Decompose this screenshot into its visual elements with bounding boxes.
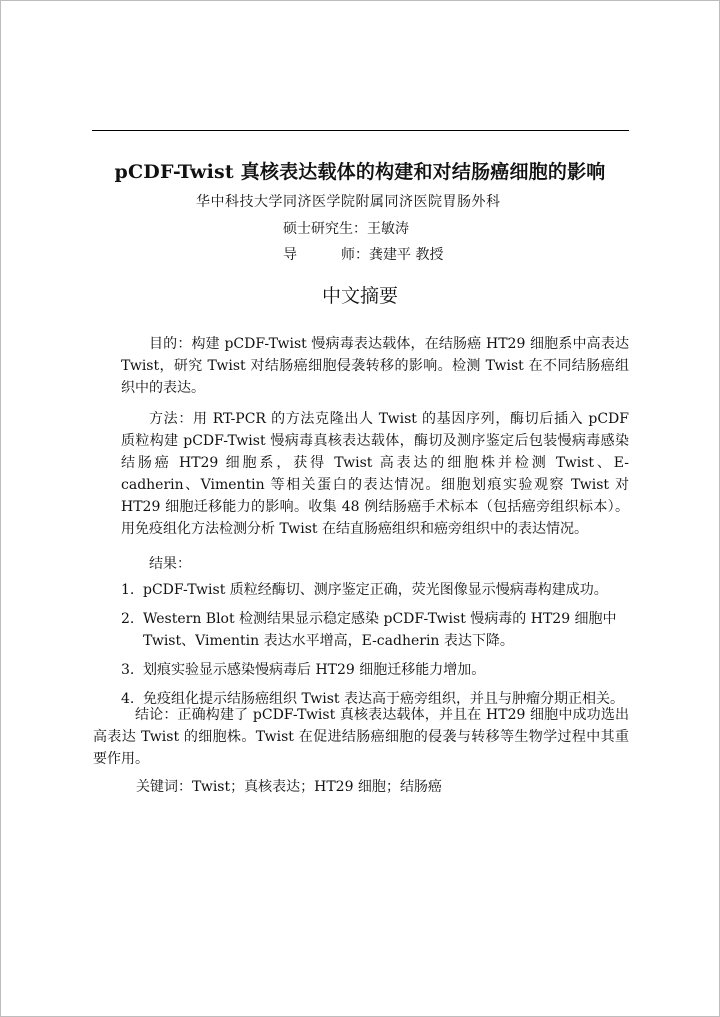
keyword-separator: ； — [300, 779, 315, 795]
paper-title: pCDF-Twist 真核表达载体的构建和对结肠癌细胞的影响 — [114, 161, 606, 183]
result-text: pCDF-Twist 质粒经酶切、测序鉴定正确，荧光图像显示慢病毒构建成功。 — [143, 582, 608, 598]
advisor-rank: 教授 — [415, 247, 444, 263]
methods-paragraph: 方法：用 RT-PCR 的方法克隆出人 Twist 的基因序列，酶切后插入 pCDF 质粒构建 pCDF-Twist 慢病毒真核表达载体，酶切及测序鉴定后包装慢病毒感染结肠癌 HT29 细胞系，获得 Twist 高表达的细胞株并检测 Twist、E-cadherin、Vimentin 等相关蛋白的表达情况。细胞划痕实验观察 Twist 对 HT29 细胞迁移能力的影响。收集 48 例结肠癌手术标本（包括癌旁组织标本）。用免疫组化方法检测分析 Twist 在结直肠癌组织和癌旁组织中的表达情况。 — [121, 411, 629, 537]
affiliation: 华中科技大学同济医学院附属同济医院胃肠外科 — [196, 194, 501, 210]
result-number: 2. — [121, 611, 135, 627]
advisor-line — [283, 244, 443, 264]
header-rule — [92, 130, 629, 131]
result-item — [121, 659, 636, 681]
results-label: 结果： — [149, 556, 191, 572]
result-number: 3. — [121, 662, 135, 678]
keywords-label: 关键词： — [136, 779, 192, 795]
student-line — [283, 218, 409, 238]
student-name: 王敏涛 — [367, 221, 409, 237]
result-text: 划痕实验显示感染慢病毒后 HT29 细胞迁移能力增加。 — [143, 662, 486, 678]
advisor-label-1: 导 — [283, 247, 297, 263]
result-number: 1. — [121, 582, 135, 598]
result-text: Western Blot 检测结果显示稳定感染 pCDF-Twist 慢病毒的 HT29 细胞中 Twist、Vimentin 表达水平增高，E-cadherin 表达下降。 — [143, 611, 617, 649]
keyword-separator: ； — [230, 779, 245, 795]
keyword: HT29 细胞 — [314, 779, 386, 795]
advisor-name: 龚建平 — [369, 247, 411, 263]
keyword: 结肠癌 — [399, 779, 442, 795]
keywords-line — [136, 776, 636, 798]
keyword-separator: ； — [385, 779, 400, 795]
section-heading: 中文摘要 — [321, 285, 398, 307]
advisor-label-2: 师： — [341, 247, 369, 263]
result-item — [121, 579, 636, 601]
result-item — [121, 608, 636, 652]
keyword: 真核表达 — [244, 779, 301, 795]
result-text: 免疫组化提示结肠癌组织 Twist 表达高于癌旁组织，并且与肿瘤分期正相关。 — [143, 691, 625, 707]
student-label: 硕士研究生： — [283, 221, 367, 237]
results-list — [121, 579, 636, 717]
objective-paragraph: 目的：构建 pCDF-Twist 慢病毒表达载体，在结肠癌 HT29 细胞系中高表达 Twist，研究 Twist 对结肠癌细胞侵袭转移的影响。检测 Twist 在不同结肠癌组织中的表达。 — [121, 336, 629, 396]
result-number: 4. — [121, 691, 135, 707]
conclusion-paragraph: 结论：正确构建了 pCDF-Twist 真核表达载体，并且在 HT29 细胞中成功选出高表达 Twist 的细胞株。Twist 在促进结肠癌细胞的侵袭与转移等生物学过程中其重要作用。 — [93, 707, 629, 767]
keyword: Twist — [192, 779, 231, 795]
